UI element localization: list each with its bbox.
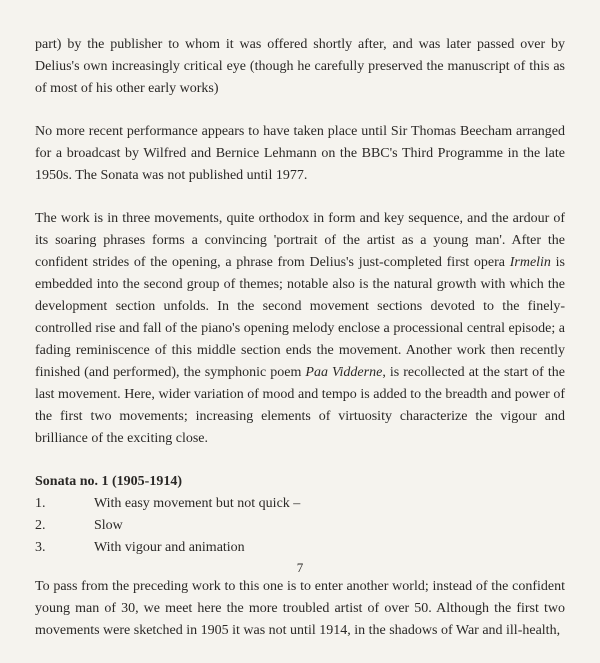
page-number: 7 xyxy=(296,560,304,575)
symphonic-poem-title: Paa Vidderne xyxy=(305,365,383,380)
movement-item xyxy=(35,515,565,537)
movement-title: With vigour and animation xyxy=(94,540,245,555)
paragraph-3 xyxy=(35,208,565,450)
paragraph-2: No more recent performance appears to have taken place until Sir Thomas Beecham arranged for a broadcast by Wilfred and Bernice Lehmann on the BBC's Third Programme in the late 1950s. The Sonata was not published until 1977. xyxy=(35,124,565,183)
paragraph-3-part-c: , is recollected at the start of the last movement. Here, wider variation of mood and tempo is added to the breadth and power of the first two movements; increasing elements of virtuosity characterize the vigour and brilliance of the exciting close. xyxy=(35,365,565,446)
movement-title: Slow xyxy=(94,518,123,533)
opera-title: Irmelin xyxy=(509,255,551,270)
paragraph-4: To pass from the preceding work to this one is to enter another world; instead of the confident young man of 30, we meet here the more troubled artist of over 50. Although the first two movements were sketched in 1905 it was not until 1914, in the shadows of War and ill-health, xyxy=(35,579,565,638)
movement-item xyxy=(35,537,565,559)
movement-title: With easy movement but not quick – xyxy=(94,496,301,511)
paragraph-3-part-b: is embedded into the second group of themes; notable also is the natural growth with which the development section unfolds. In the second movement sections devoted to the finely-controlled rise and fall of the piano's opening melody enclose a processional central episode; a fading reminiscence of this middle section ends the movement. Another work then recently finished (and performed), the symphonic poem xyxy=(35,255,565,380)
movement-number: 1. xyxy=(35,496,46,511)
movement-item xyxy=(35,493,565,515)
paragraph-1: part) by the publisher to whom it was offered shortly after, and was later passed over by Delius's own increasingly critical eye (though he carefully preserved the manuscript of this as of most of his other early works) xyxy=(35,37,565,96)
movement-number: 3. xyxy=(35,540,46,555)
movement-number: 2. xyxy=(35,518,46,533)
section-heading: Sonata no. 1 (1905-1914) xyxy=(35,474,183,489)
paragraph-3-part-a: The work is in three movements, quite orthodox in form and key sequence, and the ardour of its soaring phrases forms a convincing 'portrait of the artist as a young man'. After the confident strides of the opening, a phrase from Delius's just-completed first opera xyxy=(35,211,565,270)
